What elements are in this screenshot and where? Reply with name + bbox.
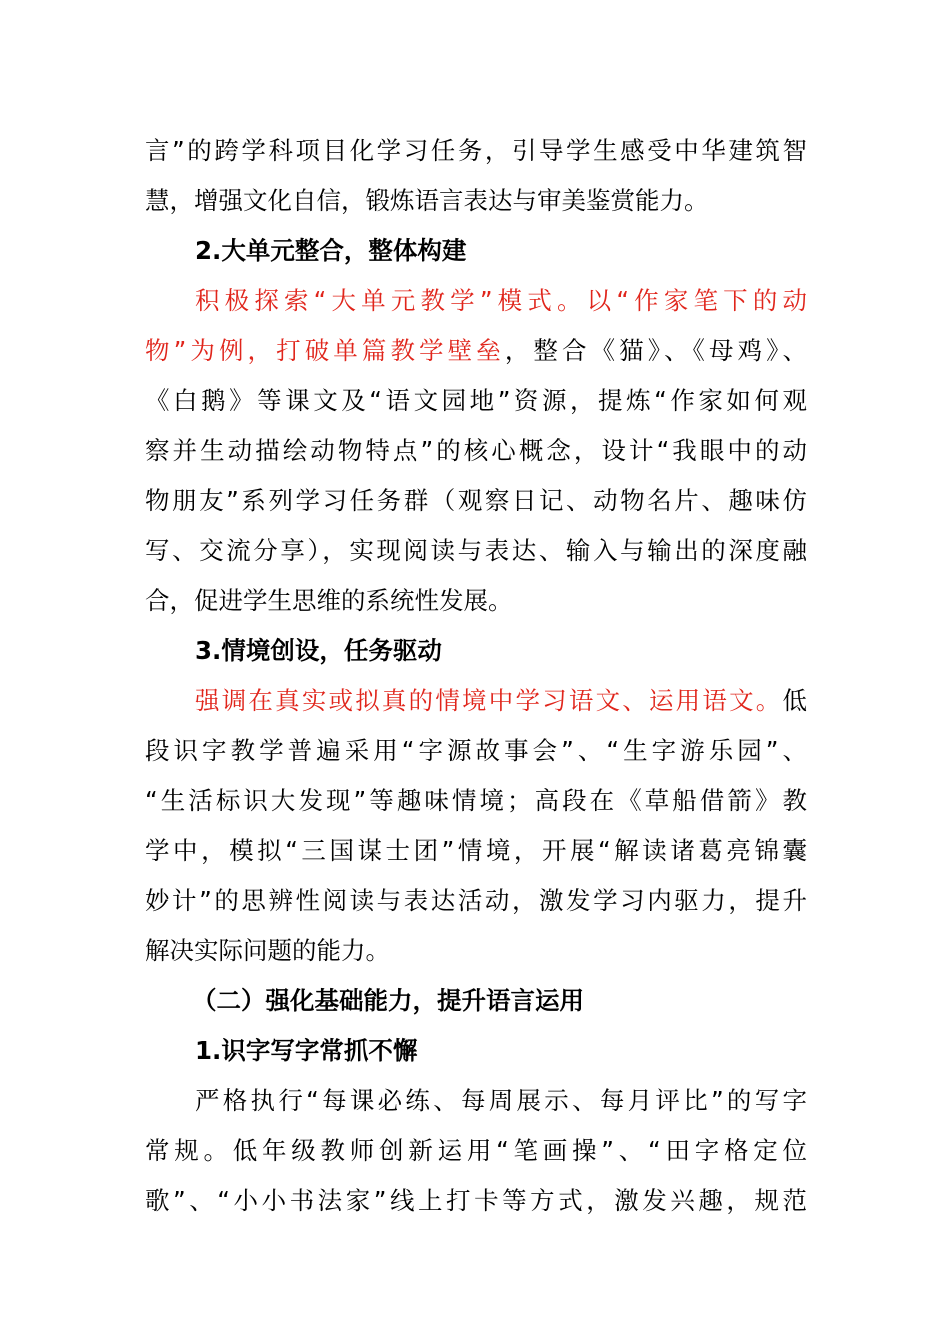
paragraph-line — [145, 576, 807, 626]
section-heading — [195, 626, 807, 676]
text-run: “生活标识大发现”等趣味情境；高段在《草船借箭》教 — [145, 786, 807, 815]
paragraph-line — [145, 376, 807, 426]
text-run: 察并生动描绘动物特点”的核心概念，设计“我眼中的动 — [145, 436, 807, 465]
text-run: 学中，模拟“三国谋士团”情境，开展“解读诸葛亮锦囊 — [145, 836, 807, 865]
highlighted-text-run: 物”为例，打破单篇教学壁垒 — [145, 336, 505, 365]
text-run: 歌”、“小小书法家”线上打卡等方式，激发兴趣，规范 — [145, 1186, 807, 1215]
text-run: 物朋友”系列学习任务群（观察日记、动物名片、趣味仿 — [145, 486, 807, 515]
section-heading — [192, 976, 807, 1026]
heading-text: （二）强化基础能力，提升语言运用 — [192, 986, 584, 1015]
text-run: 写、交流分享），实现阅读与表达、输入与输出的深度融 — [145, 536, 807, 565]
paragraph-line — [145, 476, 807, 526]
paragraph-line — [195, 1076, 807, 1126]
text-run: ，整合《猫》、《母鸡》、 — [504, 336, 807, 365]
heading-text: 1.识字写字常抓不懈 — [195, 1036, 418, 1065]
paragraph-line — [145, 1126, 807, 1176]
text-run: 言”的跨学科项目化学习任务，引导学生感受中华建筑智 — [145, 136, 807, 165]
section-heading — [195, 226, 807, 276]
paragraph-line — [145, 426, 807, 476]
heading-text: 3.情境创设，任务驱动 — [195, 636, 442, 665]
paragraph-line — [145, 726, 807, 776]
text-run: 慧，增强文化自信，锻炼语言表达与审美鉴赏能力。 — [145, 186, 709, 215]
highlighted-text-run: 积极探索“大单元教学”模式。以“作家笔下的动 — [195, 286, 807, 315]
heading-text: 2.大单元整合，整体构建 — [195, 236, 467, 265]
paragraph-line — [145, 826, 807, 876]
text-run: 合，促进学生思维的系统性发展。 — [145, 586, 513, 615]
highlighted-text-run: 强调在真实或拟真的情境中学习语文、运用语文。 — [195, 686, 783, 715]
text-run: 低 — [782, 686, 807, 715]
text-run: 段识字教学普遍采用“字源故事会”、“生字游乐园”、 — [145, 736, 807, 765]
section-heading — [195, 1026, 807, 1076]
text-run: 解决实际问题的能力。 — [145, 936, 390, 965]
paragraph-line — [195, 676, 807, 726]
text-run: 严格执行“每课必练、每周展示、每月评比”的写字 — [195, 1086, 807, 1115]
paragraph-line — [145, 326, 807, 376]
text-run: 常规。低年级教师创新运用“笔画操”、“田字格定位 — [145, 1136, 807, 1165]
paragraph-line — [145, 1176, 807, 1226]
paragraph-line — [145, 876, 807, 926]
text-run: 妙计”的思辨性阅读与表达活动，激发学习内驱力，提升 — [145, 886, 807, 915]
paragraph-line — [145, 126, 807, 176]
paragraph-line — [145, 526, 807, 576]
paragraph-line — [145, 776, 807, 826]
paragraph-line — [145, 176, 807, 226]
text-run: 《白鹅》等课文及“语文园地”资源，提炼“作家如何观 — [145, 386, 807, 415]
paragraph-line — [145, 926, 807, 976]
paragraph-line — [195, 276, 807, 326]
